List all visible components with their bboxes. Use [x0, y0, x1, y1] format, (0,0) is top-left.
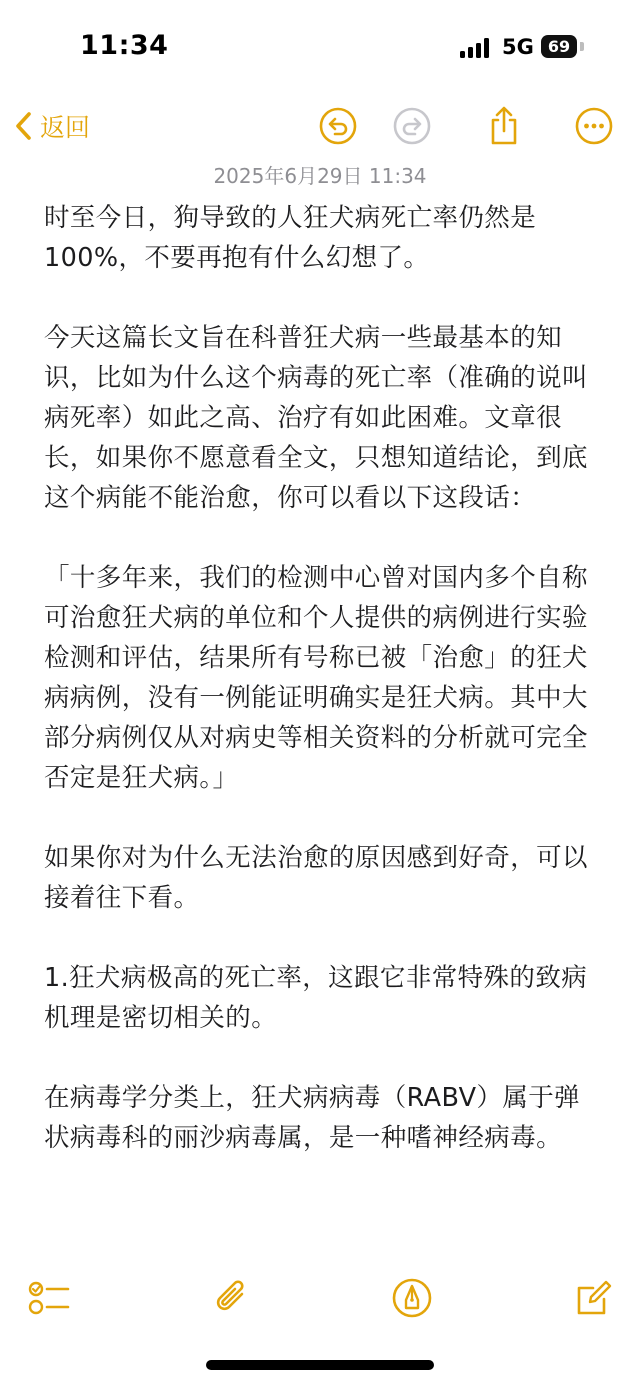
- attach-button[interactable]: [210, 1276, 254, 1320]
- undo-button[interactable]: [314, 102, 362, 150]
- markup-pen-icon: [391, 1277, 433, 1319]
- note-body[interactable]: [44, 198, 604, 1260]
- chevron-left-icon: [14, 111, 32, 141]
- battery-icon: 69: [541, 35, 577, 58]
- share-button[interactable]: [480, 102, 528, 150]
- more-icon: [574, 106, 614, 146]
- undo-icon: [318, 106, 358, 146]
- redo-icon: [392, 106, 432, 146]
- back-label: 返回: [40, 113, 91, 142]
- compose-icon: [574, 1278, 614, 1318]
- status-time: 11:34: [80, 30, 169, 61]
- battery-cap: [580, 42, 584, 51]
- back-button[interactable]: [14, 102, 90, 150]
- checklist-button[interactable]: [28, 1276, 72, 1320]
- home-indicator[interactable]: [206, 1360, 434, 1370]
- network-type: 5G: [502, 35, 534, 59]
- note-paragraph: 在病毒学分类上，狂犬病病毒（RABV）属于弹状病毒科的丽沙病毒属，是一种嗜神经病毒。: [44, 1083, 581, 1153]
- cellular-signal-icon: [460, 38, 492, 58]
- status-bar: [0, 0, 640, 96]
- markup-button[interactable]: [390, 1276, 434, 1320]
- share-icon: [486, 106, 522, 146]
- nav-bar: [0, 96, 640, 156]
- redo-button[interactable]: [388, 102, 436, 150]
- paperclip-icon: [212, 1277, 252, 1319]
- note-paragraph: 1.狂犬病极高的死亡率，这跟它非常特殊的致病机理是密切相关的。: [44, 963, 588, 1033]
- bottom-toolbar: [0, 1260, 640, 1332]
- note-date: 2025年6月29日 11:34: [213, 164, 427, 188]
- note-paragraph: 时至今日，狗导致的人狂犬病死亡率仍然是100%，不要再抱有什么幻想了。: [44, 203, 537, 273]
- note-quote-paragraph: 「十多年来，我们的检测中心曾对国内多个自称可治愈狂犬病的单位和个人提供的病例进行实验检测和评估，结果所有号称已被「治愈」的狂犬病病例，没有一例能证明确实是狂犬病。其中大部分病例仅从对病史等相关资料的分析就可完全否定是狂犬病。」: [44, 563, 588, 793]
- note-paragraph: 如果你对为什么无法治愈的原因感到好奇，可以接着往下看。: [44, 843, 588, 913]
- more-button[interactable]: [570, 102, 618, 150]
- checklist-icon: [28, 1278, 72, 1318]
- compose-button[interactable]: [572, 1276, 616, 1320]
- note-paragraph: 今天这篇长文旨在科普狂犬病一些最基本的知识，比如为什么这个病毒的死亡率（准确的说叫病死率）如此之高、治疗有如此困难。文章很长，如果你不愿意看全文，只想知道结论，到底这个病能不能治愈，你可以看以下这段话：: [44, 323, 588, 513]
